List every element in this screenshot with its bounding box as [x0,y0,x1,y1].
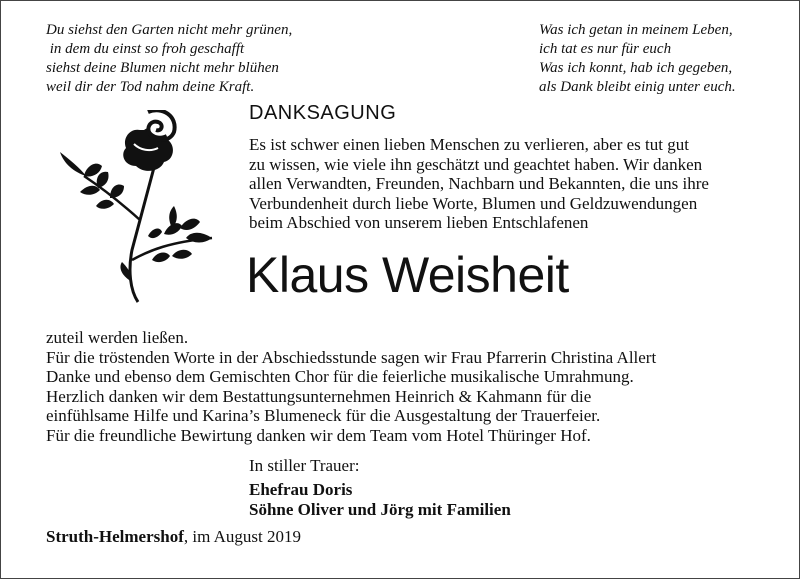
poem-line: ich tat es nur für euch [539,41,672,57]
rose-icon [40,110,220,305]
intro-text [249,135,769,233]
intro-line: beim Abschied von unserem lieben Entschlafenen [249,213,589,233]
mourners-intro: In stiller Trauer: [249,456,360,475]
body-line: Herzlich danken wir dem Bestattungsunternehmen Heinrich & Kahmann für die [46,386,592,406]
body-line: einfühlsame Hilfe und Karina’s Blumeneck für die Ausgestaltung der Trauerfeier. [46,406,601,426]
intro-line: Es ist schwer einen lieben Menschen zu verlieren, aber es tut gut [249,135,689,154]
poem-right [539,21,736,97]
poem-line: Was ich konnt, hab ich gegeben, [539,60,733,76]
intro-line: zu wissen, wie viele ihn geschätzt und geachtet haben. Wir danken [249,154,703,174]
body-line: Danke und ebenso dem Gemischten Chor für die feierliche musikalische Umrahmung. [46,367,634,387]
mourners-block [249,456,511,520]
body-line: Für die freundliche Bewirtung danken wir dem Team vom Hotel Thüringer Hof. [46,425,591,445]
place-date-text: , im August 2019 [183,527,301,546]
place-date [46,527,301,547]
poem-line: siehst deine Blumen nicht mehr blühen [46,60,279,76]
mourner-sons: Söhne Oliver und Jörg mit Familien [249,500,511,519]
body-line: zuteil werden ließen. [46,328,189,347]
poem-line: als Dank bleibt einig unter euch. [539,79,736,95]
place-town: Struth-Helmershof [46,527,184,546]
poem-left [46,21,292,97]
deceased-name: Klaus Weisheit [246,247,569,303]
poem-line: Was ich getan in meinem Leben, [539,22,733,38]
body-text [46,328,766,446]
poem-line: Du siehst den Garten nicht mehr grünen, [46,22,293,38]
mourner-wife: Ehefrau Doris [249,480,353,499]
poem-line: in dem du einst so froh geschafft [46,41,245,57]
body-line: Für die tröstenden Worte in der Abschiedsstunde sagen wir Frau Pfarrerin Christina Allert [46,347,657,367]
intro-line: allen Verwandten, Freunden, Nachbarn und Bekannten, die uns ihre [249,174,709,194]
heading: DANKSAGUNG [249,102,397,124]
intro-line: Verbundenheit durch liebe Worte, Blumen und Geldzuwendungen [249,193,698,213]
poem-line: weil dir der Tod nahm deine Kraft. [46,79,255,95]
